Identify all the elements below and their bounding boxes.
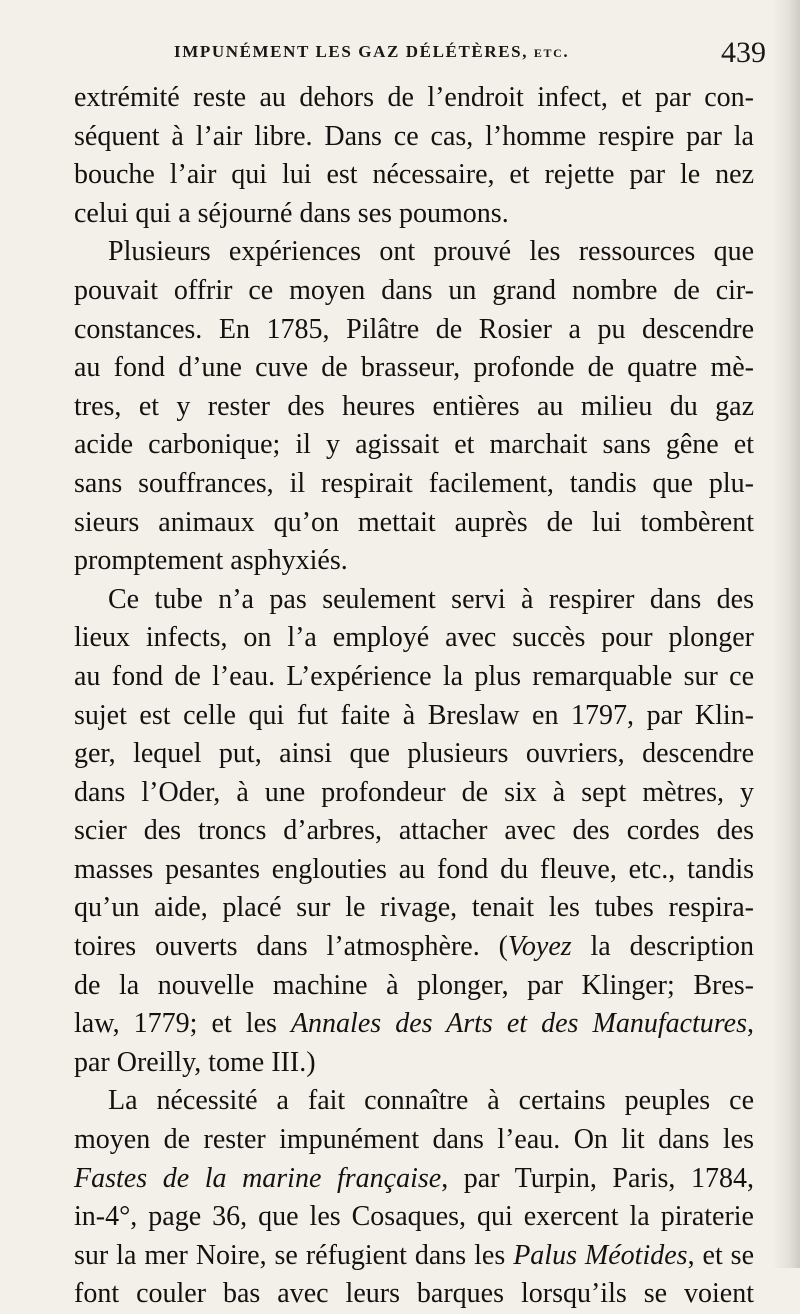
text-line: [74, 619, 754, 658]
page-header: [174, 36, 770, 76]
text-line: [74, 542, 754, 581]
text-segment: Plusieurs expériences ont prouvé les ressources que: [108, 236, 754, 268]
text-line: [74, 658, 754, 697]
text-segment: , et se: [687, 1239, 755, 1271]
text-line: [74, 812, 754, 851]
text-segment: bouche l’air qui lui est nécessaire, et rejette par le nez: [74, 159, 754, 191]
text-segment: font couler bas avec leurs barques lorsqu’ils se voient: [74, 1278, 754, 1310]
text-segment: toires ouverts dans l’atmosphère. (: [74, 931, 508, 963]
text-segment: extrémité reste au dehors de l’endroit infect, et par con-: [74, 82, 754, 113]
text-line: [74, 1237, 754, 1276]
text-segment: , par Turpin, Paris, 1784,: [441, 1162, 754, 1194]
text-line: [74, 1160, 754, 1199]
text-line: [74, 851, 754, 890]
text-segment: au fond d’une cuve de brasseur, profonde de quatre mè-: [74, 352, 754, 384]
italic-segment: Voyez: [507, 931, 572, 963]
text-line: [74, 1121, 754, 1160]
text-segment: moyen de rester impunément dans l’eau. On lit dans les: [74, 1124, 754, 1156]
text-line: [74, 311, 754, 350]
text-line: [74, 465, 754, 504]
italic-segment: Annales des Arts et des Manufactures: [290, 1008, 747, 1040]
text-segment: acide carbonique; il y agissait et marchait sans gêne et: [74, 429, 754, 461]
text-line: [74, 1198, 754, 1237]
text-segment: séquent à l’air libre. Dans ce cas, l’homme respire par la: [74, 120, 754, 152]
text-segment: ,: [747, 1008, 754, 1040]
text-segment: par Oreilly, tome III.): [74, 1046, 316, 1078]
text-line: [74, 349, 754, 388]
text-line: [74, 195, 754, 234]
text-line: [74, 1044, 754, 1083]
text-segment: sujet est celle qui fut faite à Breslaw en 1797, par Klin-: [74, 699, 754, 731]
text-segment: ger, lequel put, ainsi que plusieurs ouvriers, descendre: [74, 738, 754, 770]
text-line: [74, 889, 754, 928]
text-line: [74, 233, 754, 272]
text-segment: masses pesantes englouties au fond du fleuve, etc., tandis: [74, 853, 754, 885]
text-line: [74, 79, 754, 118]
text-segment: pouvait offrir ce moyen dans un grand nombre de cir-: [74, 274, 754, 306]
text-line: [74, 156, 754, 195]
text-segment: tres, et y rester des heures entières au milieu du gaz: [74, 390, 754, 422]
text-line: [74, 774, 754, 813]
text-line: [74, 928, 754, 967]
text-segment: law, 1779; et les: [74, 1008, 291, 1040]
text-segment: lieux infects, on l’a employé avec succès pour plonger: [74, 622, 754, 654]
text-segment: la description: [571, 931, 754, 963]
text-line: [74, 388, 754, 427]
text-segment: de la nouvelle machine à plonger, par Klinger; Bres-: [74, 969, 754, 1001]
text-segment: au fond de l’eau. L’expérience la plus remarquable sur ce: [74, 660, 754, 692]
text-segment: qu’un aide, placé sur le rivage, tenait les tubes respira-: [74, 892, 754, 924]
text-line: [74, 735, 754, 774]
italic-segment: Fastes de la marine française: [74, 1162, 442, 1194]
body-text: [74, 79, 754, 1314]
running-title: IMPUNÉMENT LES GAZ DÉLÉTÈRES, etc.: [174, 42, 570, 61]
text-line: [74, 426, 754, 465]
text-line: [74, 1275, 754, 1314]
text-segment: sur la mer Noire, se réfugient dans les: [74, 1239, 514, 1271]
text-segment: sieurs animaux qu’on mettait auprès de lui tombèrent: [74, 506, 754, 538]
text-segment: in-4°, page 36, que les Cosaques, qui exercent la piraterie: [74, 1201, 754, 1233]
text-segment: sans souffrances, il respirait facilement, tandis que plu-: [74, 467, 754, 499]
text-line: [74, 272, 754, 311]
text-line: [74, 1082, 754, 1121]
text-segment: constances. En 1785, Pilâtre de Rosier a pu descendre: [74, 313, 754, 345]
page-number: 439: [721, 36, 766, 69]
text-line: [74, 581, 754, 620]
text-segment: promptement asphyxiés.: [74, 545, 348, 577]
text-segment: dans l’Oder, à une profondeur de six à sept mètres, y: [74, 776, 754, 808]
text-line: [74, 118, 754, 157]
text-line: [74, 697, 754, 736]
text-segment: scier des troncs d’arbres, attacher avec des cordes des: [74, 815, 754, 847]
text-segment: La nécessité a fait connaître à certains peuples ce: [108, 1085, 754, 1117]
text-segment: celui qui a séjourné dans ses poumons.: [74, 197, 509, 229]
text-line: [74, 967, 754, 1006]
page-edge-shadow: [772, 0, 800, 1268]
text-line: [74, 1005, 754, 1044]
text-line: [74, 504, 754, 543]
text-segment: Ce tube n’a pas seulement servi à respirer dans des: [108, 583, 754, 615]
italic-segment: Palus Méotides: [513, 1239, 688, 1271]
